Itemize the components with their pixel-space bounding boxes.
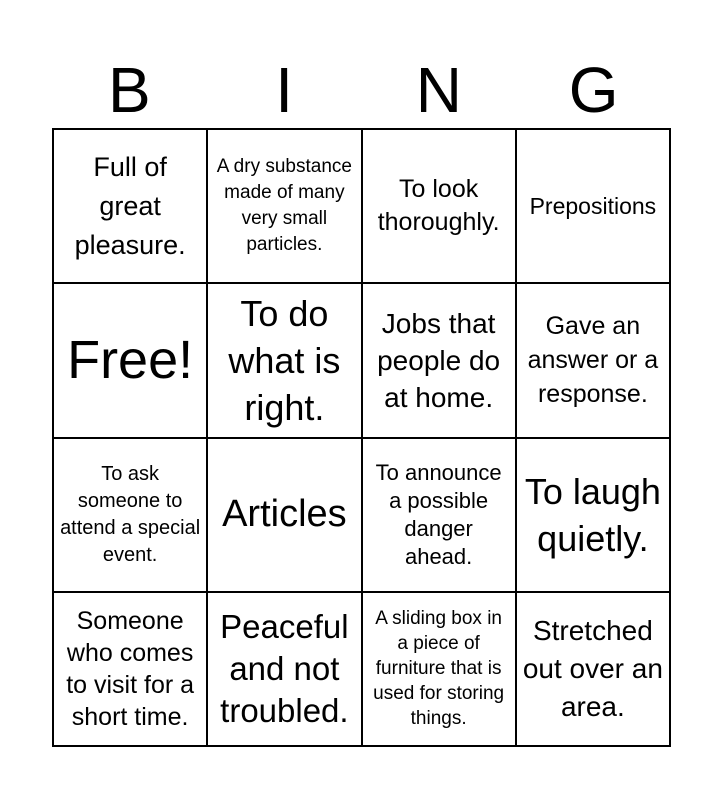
cell-text: To laugh quietly. (524, 470, 661, 559)
cell-text: Gave an answer or a response. (527, 312, 659, 409)
cell-text: Peaceful and not troubled. (220, 607, 349, 729)
header-letter-i: I (275, 54, 294, 126)
cell-text: A dry substance made of many very small particles. (216, 156, 352, 256)
cell-text: Someone who comes to visit for a short time. (66, 606, 195, 731)
cell-text: To ask someone to attend a special event. (60, 462, 201, 566)
bingo-cell[interactable] (363, 593, 517, 747)
cell-text: Jobs that people do at home. (377, 307, 501, 413)
bingo-header (52, 52, 671, 128)
bingo-cell[interactable] (208, 593, 362, 747)
cell-text: To do what is right. (228, 292, 341, 428)
bingo-cell[interactable] (54, 439, 208, 593)
header-letter-g: G (568, 54, 619, 126)
bingo-cell[interactable] (363, 439, 517, 593)
cell-text: A sliding box in a piece of furniture that is used for storing things. (373, 608, 505, 730)
header-letter-n: N (415, 54, 462, 126)
bingo-board (52, 128, 671, 747)
bingo-cell[interactable] (208, 439, 362, 593)
cell-text: Free! (67, 330, 194, 391)
bingo-cell[interactable] (517, 130, 671, 284)
bingo-cell[interactable] (363, 284, 517, 438)
bingo-cell[interactable] (54, 593, 208, 747)
cell-text: Stretched out over an area. (522, 614, 663, 722)
bingo-cell[interactable] (517, 439, 671, 593)
cell-text: Full of great pleasure. (74, 151, 186, 260)
cell-text: To announce a possible danger ahead. (375, 459, 502, 569)
bingo-cell[interactable] (517, 284, 671, 438)
bingo-cell[interactable] (517, 593, 671, 747)
bingo-cell[interactable] (208, 130, 362, 284)
cell-text: To look thoroughly. (377, 175, 500, 237)
cell-text: Articles (222, 493, 347, 536)
bingo-cell[interactable] (363, 130, 517, 284)
bingo-cell[interactable] (208, 284, 362, 438)
bingo-cell-free[interactable] (54, 284, 208, 438)
cell-text: Prepositions (529, 193, 657, 220)
bingo-cell[interactable] (54, 130, 208, 284)
header-letter-b: B (108, 54, 151, 126)
